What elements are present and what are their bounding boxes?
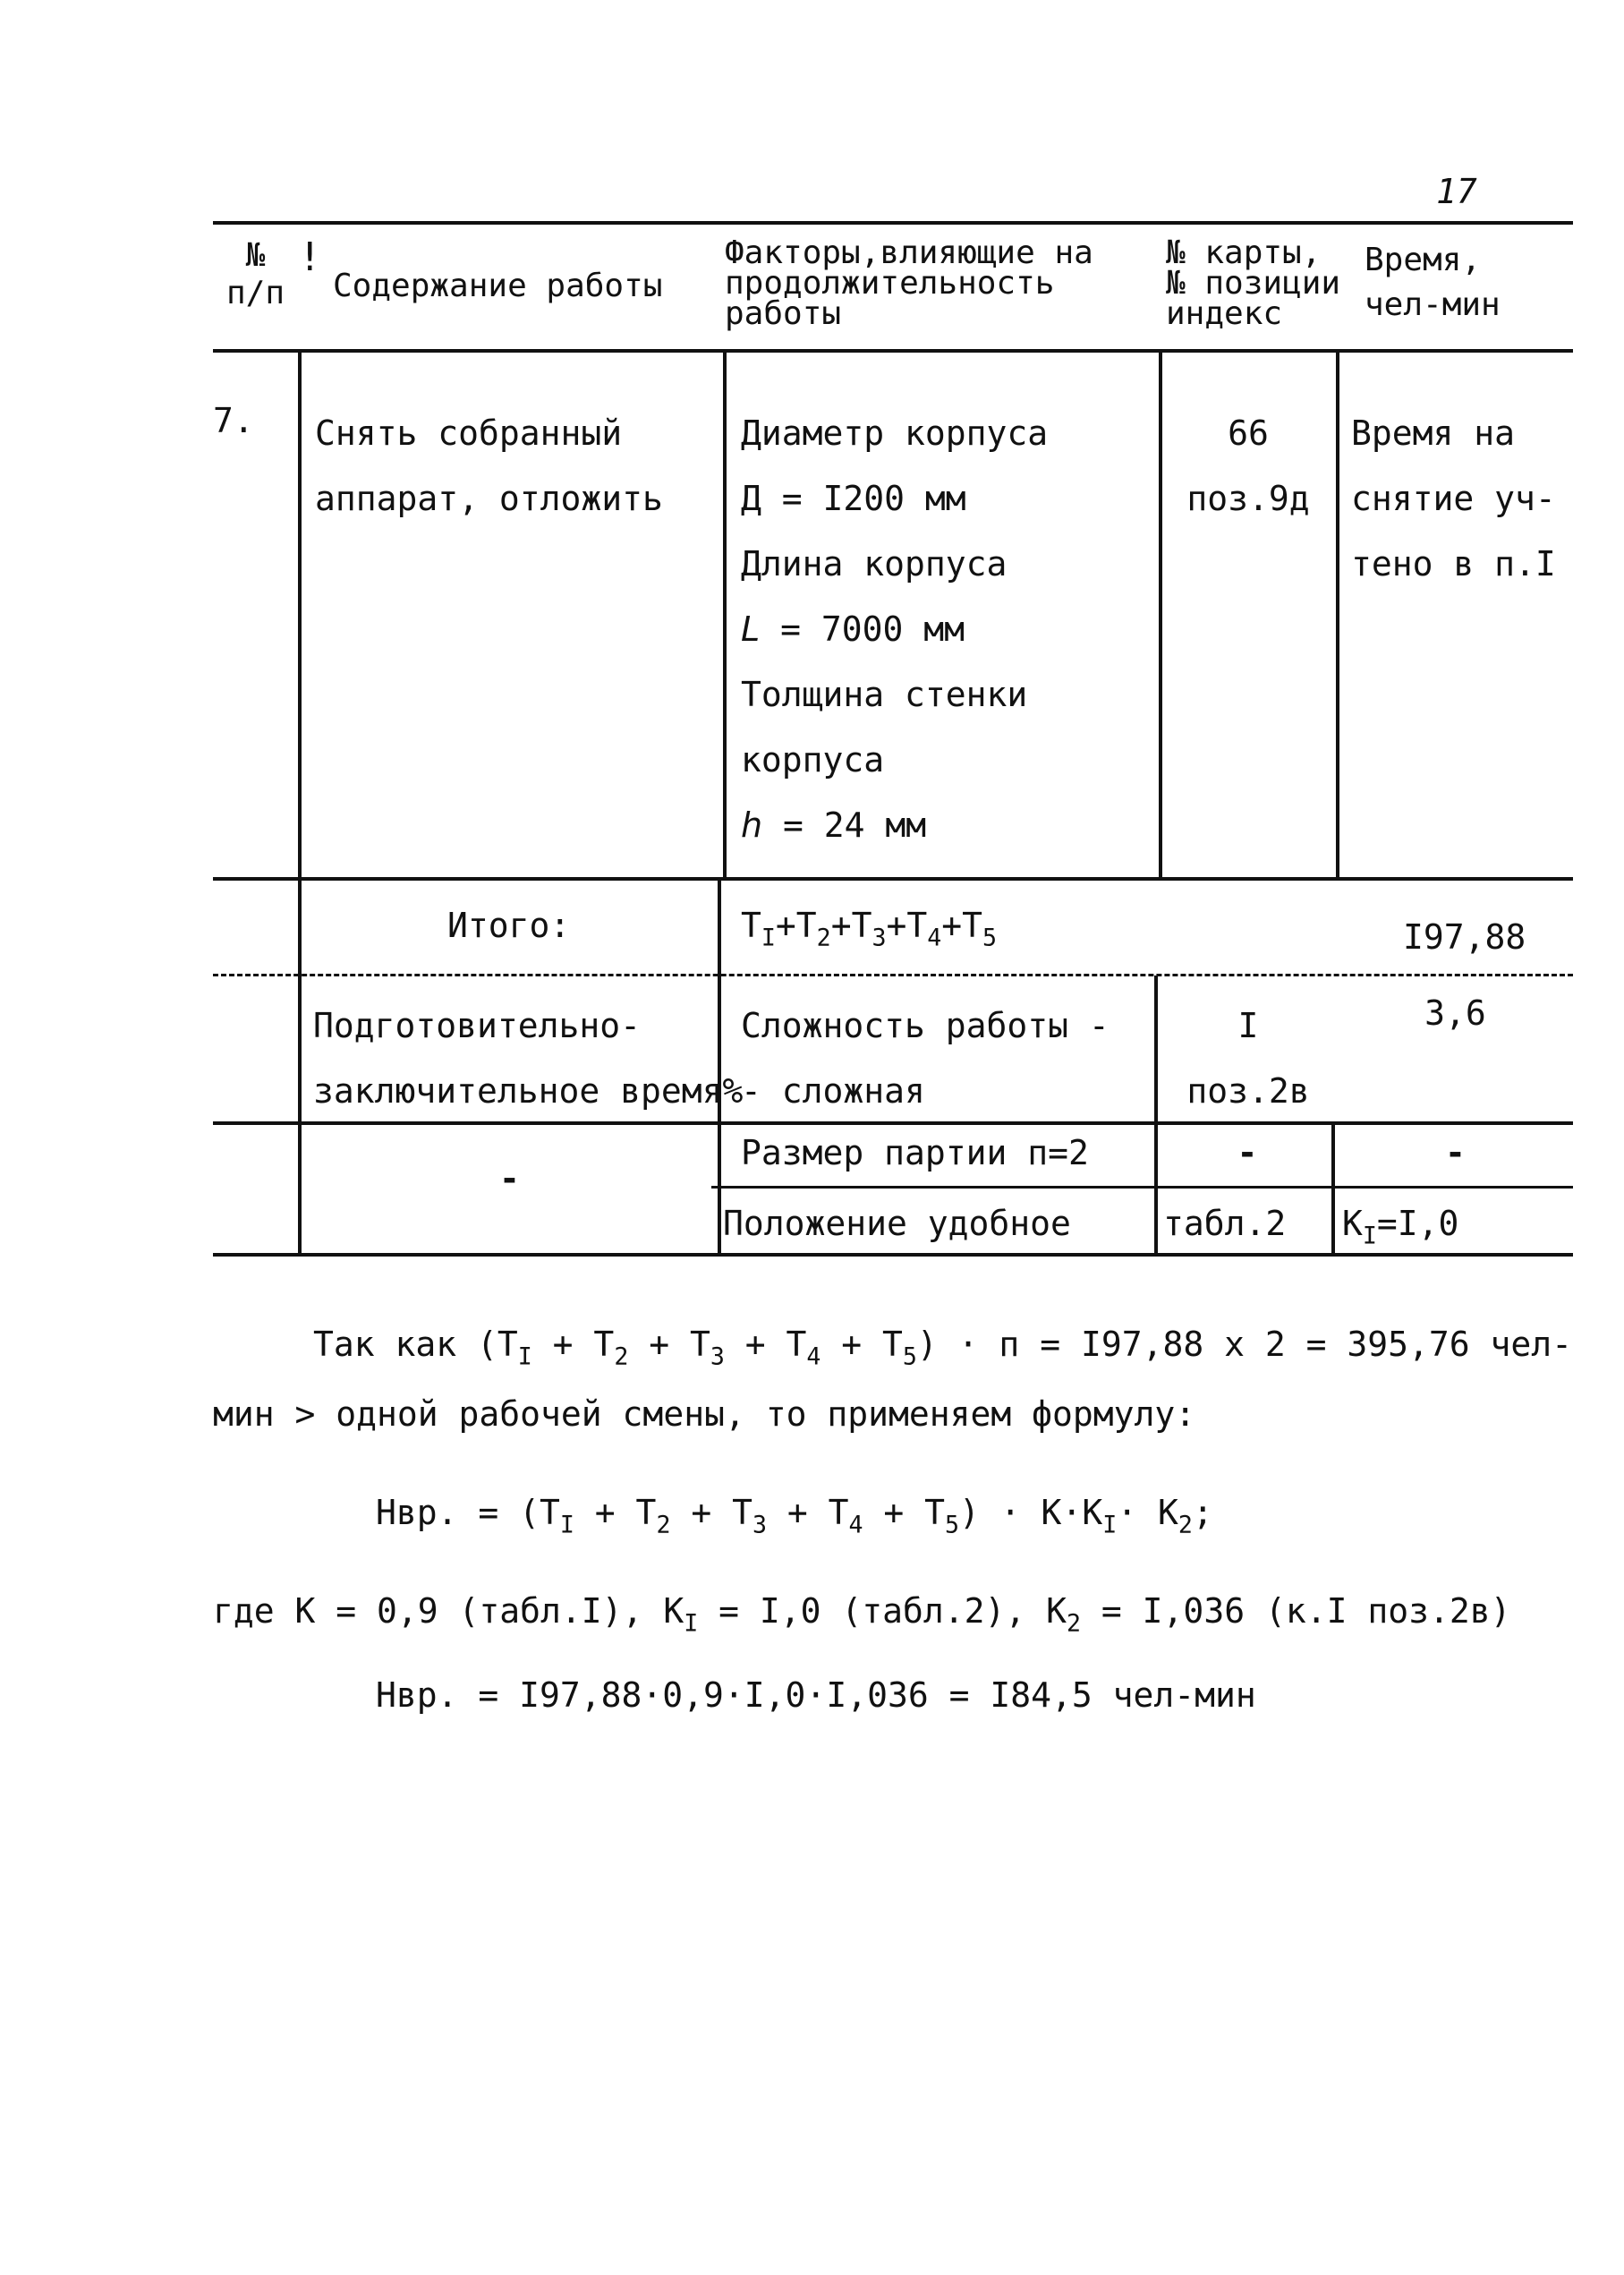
header-content-label: Содержание работы <box>333 268 663 304</box>
prep-factors: Сложность работы - - сложная <box>741 1006 1110 1111</box>
header-num-label: № п/п <box>225 237 285 311</box>
row7-factors: Диаметр корпуса Д = I200 мм Длина корпуса L = 7000 мм Толщина стенки корпуса h = 24 мм <box>741 413 1049 845</box>
row7-time: Время на снятие уч- тено в п.I <box>1351 413 1556 584</box>
paragraph-line-1: Так как $(Т_I + Т_2 + Т_3 + Т_4 + Т_5) \cdot п = I97,88$ х 2 = 395,76 чел- <box>313 1325 1573 1371</box>
col-divider-3-bottom <box>1154 976 1158 1255</box>
prep-content: Подготовительно- заключительное время% <box>313 1006 744 1111</box>
result-line: Нвр. = I97,88·0,9·I,0·I,036 = I84,5 чел-мин <box>376 1675 1256 1715</box>
length-symbol: L <box>741 609 761 649</box>
norm-formula: Нвр. = $(Т_I + Т_2 + Т_3 + Т_4 + Т_5) \cdot К\cdot К_I\cdot К_2$; <box>376 1493 1213 1539</box>
page-number: 17 <box>1436 172 1477 211</box>
col-divider-1 <box>298 351 302 1255</box>
extra-mid-rule <box>711 1186 1573 1189</box>
thickness-symbol: h <box>741 805 763 845</box>
col-divider-4-top <box>1336 351 1339 879</box>
extra-dash: - <box>499 1159 520 1198</box>
row7-number: 7. <box>213 401 254 440</box>
table-bottom-rule <box>213 1253 1573 1257</box>
batch-size-value: - <box>1445 1133 1466 1172</box>
batch-size-card: - <box>1237 1133 1258 1172</box>
total-value: I97,88 <box>1403 917 1526 957</box>
position-card: табл.2 <box>1163 1204 1287 1243</box>
table-top-rule <box>213 221 1573 225</box>
header-card-label: № карты, № позиции индекс <box>1166 234 1341 332</box>
prep-value: 3,6 <box>1424 993 1486 1033</box>
total-label: Итого: <box>447 906 571 945</box>
col-divider-2-top <box>723 351 727 879</box>
header-time-label: Время, чел-мин <box>1365 242 1501 323</box>
row7-card: 66 поз.9д <box>1186 413 1310 518</box>
position-value: $К_I=I,0$ <box>1342 1204 1459 1250</box>
batch-size-factor: Размер партии п=2 <box>741 1133 1089 1172</box>
row7-bottom-rule <box>213 877 1573 881</box>
coefficients-line: где К = 0,9 (табл.I), $К_I = I,0$ (табл.2), $К_2 = I,036$ (к.I поз.2в) <box>213 1591 1511 1638</box>
position-factor: Положение удобное <box>723 1204 1071 1243</box>
total-formula: $Т_I+Т_2+Т_3+Т_4+Т_5$ <box>741 906 998 952</box>
prep-card: I поз.2в <box>1186 1006 1310 1111</box>
header-bottom-rule <box>213 349 1573 353</box>
total-bottom-rule <box>213 974 1573 976</box>
header-bang: ! <box>298 234 322 280</box>
paragraph-line-2: мин > одной рабочей смены, то применяем формулу: <box>213 1394 1196 1434</box>
header-factors-label: Факторы,влияющие на продолжительность работы <box>725 234 1093 332</box>
row7-content: Снять собранный аппарат, отложить <box>315 413 663 518</box>
